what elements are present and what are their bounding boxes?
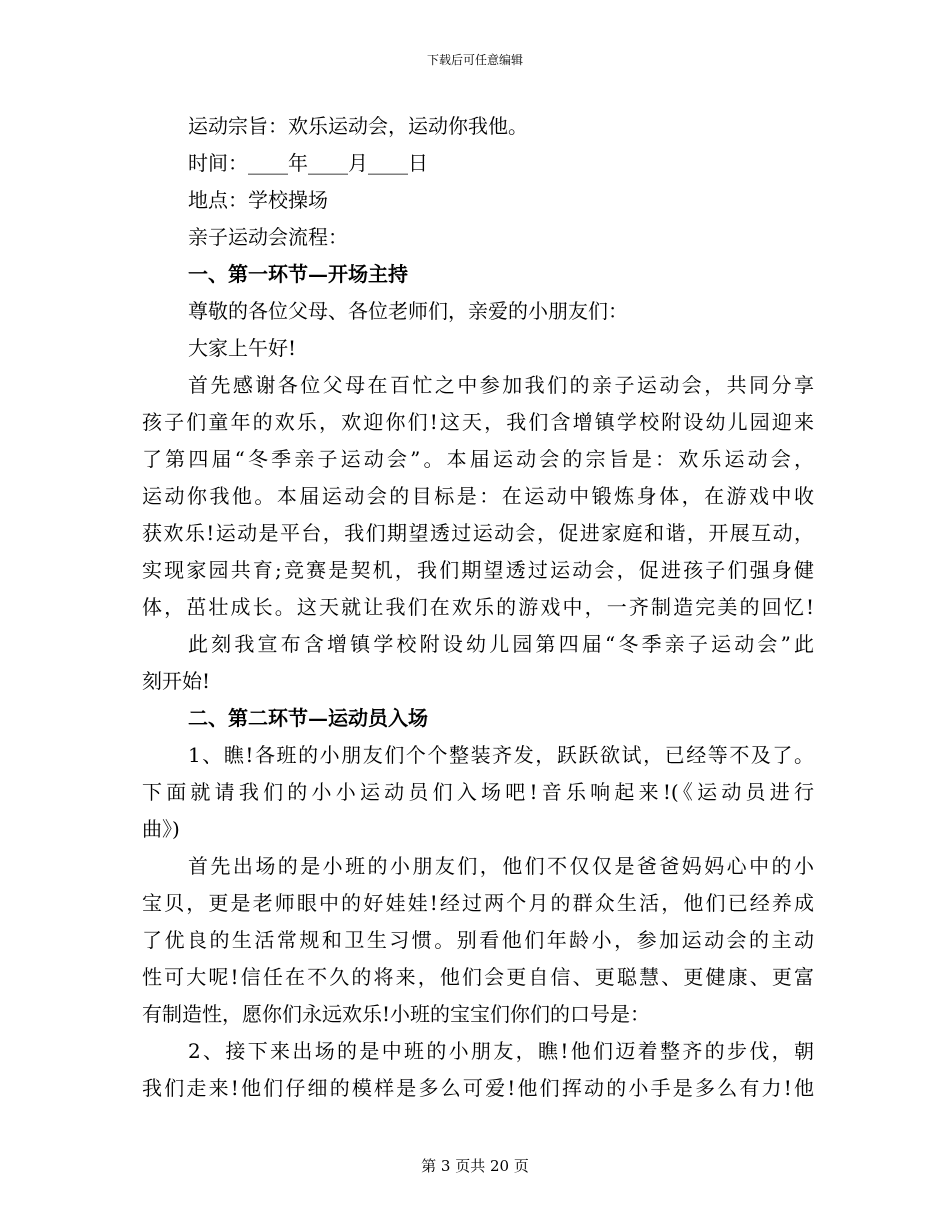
text-line: 获欢乐!运动是平台，我们期望透过运动会，促进家庭和谐，开展互动， — [142, 521, 814, 545]
text-line: 孩子们童年的欢乐，欢迎你们!这天，我们含增镇学校附设幼儿园迎来 — [142, 410, 814, 434]
text-line: 运动你我他。本届运动会的目标是：在运动中锻炼身体，在游戏中收 — [142, 484, 814, 508]
page-footer: 第 3 页共 20 页 — [421, 1157, 529, 1175]
page-header: 下载后可任意编辑 — [426, 53, 523, 67]
text-line: 尊敬的各位父母、各位老师们，亲爱的小朋友们： — [188, 299, 628, 323]
document-body — [142, 108, 814, 1107]
text-line: 下面就请我们的小小运动员们入场吧!音乐响起来!(《运动员进行 — [142, 780, 814, 804]
text-line: 此刻我宣布含增镇学校附设幼儿园第四届“冬季亲子运动会”此 — [188, 632, 814, 656]
text-line: 体，茁壮成长。这天就让我们在欢乐的游戏中，一齐制造完美的回忆! — [142, 595, 814, 619]
section-heading: 一、第一环节—开场主持 — [188, 262, 408, 286]
text-line: 实现家园共育;竞赛是契机，我们期望透过运动会，促进孩子们强身健 — [142, 558, 814, 582]
text-line: 首先出场的是小班的小朋友们，他们不仅仅是爸爸妈妈心中的小 — [188, 854, 814, 878]
text-line: 有制造性，愿你们永远欢乐!小班的宝宝们你们的口号是： — [142, 1002, 651, 1026]
text-line: 运动宗旨：欢乐运动会，运动你我他。 — [188, 114, 528, 138]
text-line: 了优良的生活常规和卫生习惯。别看他们年龄小，参加运动会的主动 — [142, 928, 814, 952]
text-line: 1、瞧!各班的小朋友们个个整装齐发，跃跃欲试，已经等不及了。 — [188, 743, 814, 767]
text-line: 我们走来!他们仔细的模样是多么可爱!他们挥动的小手是多么有力!他 — [142, 1076, 814, 1100]
text-line: 曲》) — [142, 817, 180, 841]
text-line: 时间：____年____月____日 — [188, 151, 428, 175]
text-line: 地点：学校操场 — [188, 188, 328, 212]
text-line: 宝贝，更是老师眼中的好娃娃!经过两个月的群众生活，他们已经养成 — [142, 891, 814, 915]
section-heading: 二、第二环节—运动员入场 — [188, 706, 428, 730]
text-line: 亲子运动会流程： — [188, 225, 348, 249]
text-line: 了第四届“冬季亲子运动会”。本届运动会的宗旨是：欢乐运动会， — [142, 447, 814, 471]
text-line: 刻开始! — [142, 669, 211, 693]
text-line: 性可大呢!信任在不久的将来，他们会更自信、更聪慧、更健康、更富 — [142, 965, 814, 989]
text-line: 大家上午好! — [188, 336, 297, 360]
text-line: 首先感谢各位父母在百忙之中参加我们的亲子运动会，共同分享 — [188, 373, 814, 397]
text-line: 2、接下来出场的是中班的小朋友，瞧!他们迈着整齐的步伐，朝 — [188, 1039, 814, 1063]
